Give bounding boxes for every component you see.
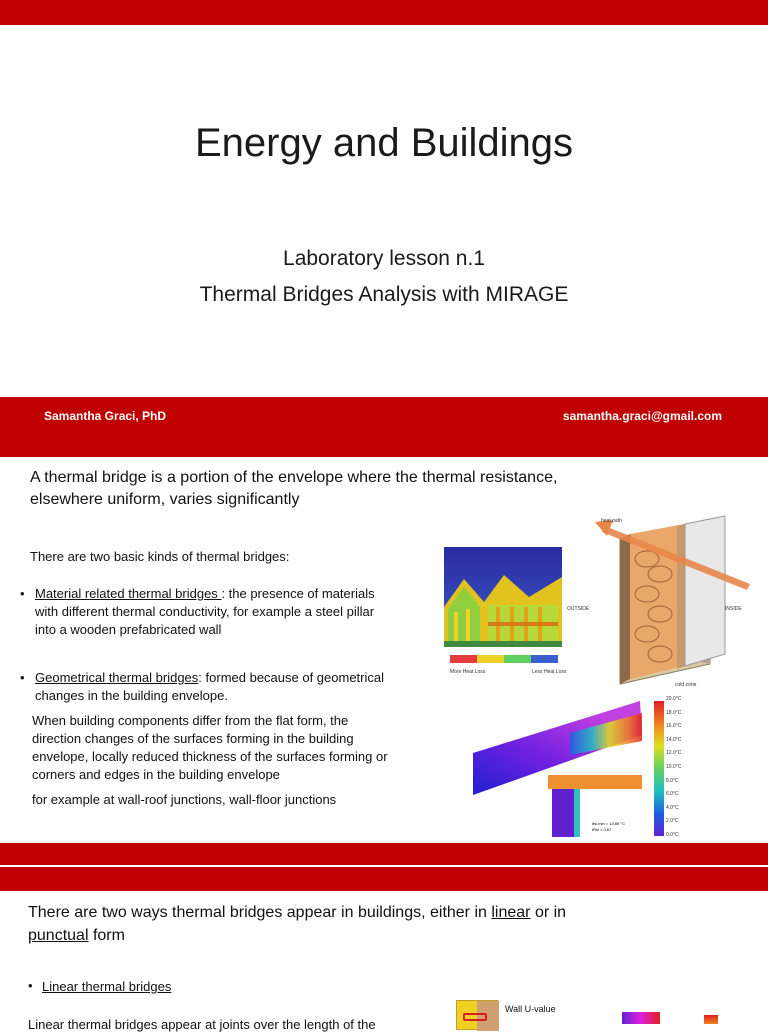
section-divider-bar — [0, 843, 768, 865]
scale-label: 14.0°C — [666, 736, 682, 743]
title-footer-bar — [0, 397, 768, 457]
linear-paragraph-start: Linear thermal bridges appear at joints over the length of the — [28, 1017, 376, 1032]
material-label: Material related thermal bridges — [35, 586, 222, 601]
less-heat-loss-label: Less Heat Loss — [532, 669, 567, 675]
forms-slide — [0, 891, 768, 1032]
heading-line-1: A thermal bridge is a portion of the envelope where the thermal resistance, — [30, 469, 558, 486]
inside-label: INSIDE — [725, 606, 742, 612]
para-line-2: direction changes of the surfaces forming in the building — [32, 731, 354, 746]
top-red-bar — [0, 0, 768, 25]
material-text: : the presence of materials — [221, 586, 375, 601]
cold-zone-label: cold zone — [675, 682, 697, 688]
geometric-bullet — [35, 669, 435, 705]
scale-label: 6.0°C — [666, 791, 679, 798]
simulation-image — [470, 693, 670, 843]
scale-label: 8.0°C — [666, 777, 679, 784]
linear-term: linear — [491, 904, 531, 921]
sim-annotation-2: fRsi = 0,67 — [592, 827, 612, 832]
forms-heading-text-2: or in — [530, 904, 567, 921]
geometric-text: : formed because of geometrical — [198, 670, 385, 685]
lesson-number: Laboratory lesson n.1 — [283, 247, 485, 270]
thermography-image — [444, 547, 567, 675]
para-line-1: When building components differ from the flat form, the — [32, 713, 349, 728]
material-line-2: with different thermal conductivity, for example a steel pillar — [35, 604, 375, 619]
junction-example: for example at wall-roof junctions, wall-floor junctions — [32, 792, 337, 807]
bullet-dot: • — [28, 978, 33, 993]
color-scale-labels — [666, 696, 706, 839]
scale-label: 10.0°C — [666, 764, 682, 770]
scale-label: 4.0°C — [666, 804, 679, 811]
forms-heading — [28, 901, 648, 947]
geometric-label: Geometrical thermal bridges — [35, 670, 199, 685]
outside-label: OUTSIDE — [567, 606, 590, 612]
color-gradient-sample — [622, 1012, 660, 1024]
heading-line-2: elsewhere uniform, varies significantly — [30, 491, 300, 508]
section-divider-bar-2 — [0, 867, 768, 891]
kinds-intro: There are two basic kinds of thermal bridges: — [30, 549, 290, 564]
scale-label: 12.0°C — [666, 750, 682, 757]
heat-arrow-icon — [463, 1013, 487, 1021]
lesson-subtitle: Thermal Bridges Analysis with MIRAGE — [199, 283, 569, 306]
forms-heading-text-3: form — [88, 927, 125, 944]
geometric-line-2: changes in the building envelope. — [35, 688, 228, 703]
para-line-4: corners and edges in the building envelope — [32, 767, 280, 782]
forms-heading-text: There are two ways thermal bridges appear in buildings, either in — [28, 904, 492, 921]
definition-heading — [30, 467, 640, 511]
punctual-term: punctual — [28, 927, 89, 944]
scale-label: 16.0°C — [666, 723, 682, 730]
scale-label: 20.0°C — [666, 696, 682, 702]
para-line-3: envelope, locally reduced thickness of the surfaces forming or — [32, 749, 388, 764]
scale-label: 2.0°C — [666, 818, 679, 825]
sim-annotation-1: θsi,min = 13,89 °C — [592, 821, 625, 826]
title-slide — [0, 25, 768, 397]
author-name: Samantha Graci, PhD — [44, 409, 167, 423]
wall-diagram — [456, 1000, 498, 1030]
linear-bridges-bullet: Linear thermal bridges — [42, 979, 172, 994]
scale-label: 18.0°C — [666, 709, 682, 716]
presentation-title: Energy and Buildings — [194, 121, 574, 165]
scale-sample — [704, 1015, 718, 1024]
bullet-dot: • — [20, 670, 25, 685]
author-email[interactable]: samantha.graci@gmail.com — [562, 409, 722, 423]
definition-slide — [0, 457, 768, 843]
wall-section-diagram — [565, 514, 765, 689]
bullet-dot: • — [20, 586, 25, 601]
more-heat-loss-label: More Heat Loss — [450, 669, 486, 675]
scale-label: 0.0°C — [666, 832, 679, 838]
material-bullet — [35, 585, 435, 639]
geometric-paragraph — [32, 712, 442, 784]
material-line-3: into a wooden prefabricated wall — [35, 622, 222, 637]
heat-path-label: heat path — [601, 518, 622, 524]
color-scale-bar — [654, 701, 664, 836]
wall-uvalue-label: Wall U-value — [505, 1004, 556, 1014]
